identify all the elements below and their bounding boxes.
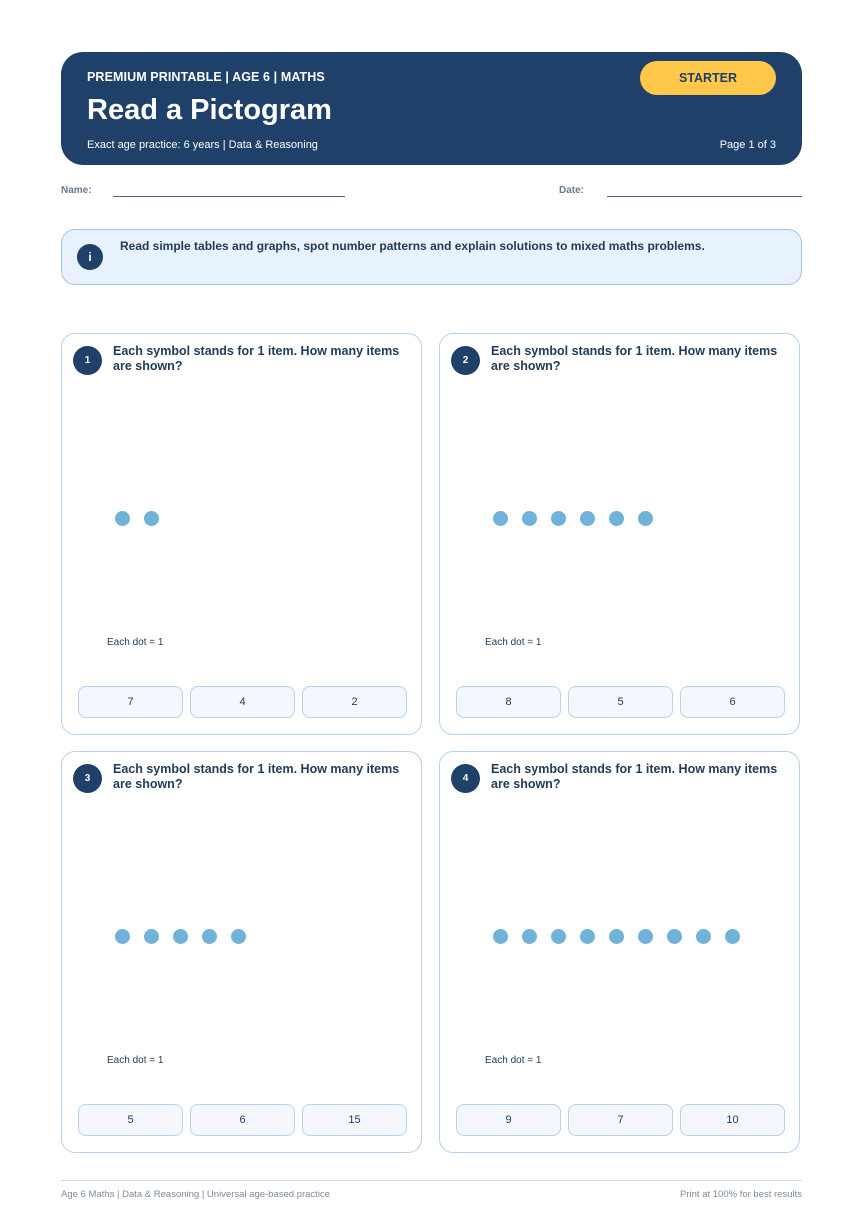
pictogram-dot: [231, 929, 246, 944]
name-label: Name:: [61, 185, 92, 196]
pictogram-dot: [609, 929, 624, 944]
answer-choice[interactable]: 6: [680, 686, 785, 718]
pictogram-dot: [609, 511, 624, 526]
question-text: Each symbol stands for 1 item. How many items are shown?: [491, 344, 778, 373]
date-label: Date:: [559, 185, 585, 196]
pictogram-key: Each dot = 1: [107, 637, 164, 648]
name-line[interactable]: [113, 196, 345, 197]
answer-choice[interactable]: 7: [568, 1104, 673, 1136]
question-number: 2: [451, 346, 480, 375]
header-kicker: PREMIUM PRINTABLE | AGE 6 | MATHS: [87, 70, 325, 84]
pictogram-dot: [580, 511, 595, 526]
instruction-box: [61, 229, 802, 285]
pictogram-dot: [725, 929, 740, 944]
question-card: [61, 333, 422, 735]
pictogram-key: Each dot = 1: [485, 637, 542, 648]
level-badge: STARTER: [640, 61, 776, 95]
pictogram-dot: [696, 929, 711, 944]
question-number: 3: [73, 764, 102, 793]
pictogram-dot: [551, 929, 566, 944]
pictogram-dot: [202, 929, 217, 944]
page-title: Read a Pictogram: [87, 94, 332, 126]
page-indicator: Page 1 of 3: [719, 139, 776, 151]
pictogram-dot: [551, 511, 566, 526]
answer-choice[interactable]: 8: [456, 686, 561, 718]
answer-choice[interactable]: 6: [190, 1104, 295, 1136]
info-icon: i: [77, 244, 103, 270]
pictogram-key: Each dot = 1: [485, 1055, 542, 1066]
date-line[interactable]: [607, 196, 802, 197]
pictogram-dot: [638, 929, 653, 944]
pictogram-dot: [667, 929, 682, 944]
question-text: Each symbol stands for 1 item. How many items are shown?: [113, 762, 400, 791]
footer-divider: [61, 1180, 802, 1181]
pictogram-dot: [144, 929, 159, 944]
question-card: [439, 751, 800, 1153]
worksheet-header: [61, 52, 802, 165]
answer-choice[interactable]: 5: [78, 1104, 183, 1136]
answer-choice[interactable]: 7: [78, 686, 183, 718]
pictogram-dot: [580, 929, 595, 944]
answer-choice[interactable]: 5: [568, 686, 673, 718]
question-text: Each symbol stands for 1 item. How many items are shown?: [113, 344, 400, 373]
answer-choice[interactable]: 10: [680, 1104, 785, 1136]
pictogram-dot: [638, 511, 653, 526]
question-number: 1: [73, 346, 102, 375]
instruction-text: Read simple tables and graphs, spot number patterns and explain solutions to mixed maths problems.: [120, 239, 705, 253]
question-text: Each symbol stands for 1 item. How many items are shown?: [491, 762, 778, 791]
pictogram-dot: [173, 929, 188, 944]
pictogram-dot: [522, 511, 537, 526]
answer-choice[interactable]: 2: [302, 686, 407, 718]
pictogram-dot: [493, 511, 508, 526]
pictogram-dot: [493, 929, 508, 944]
question-card: [61, 751, 422, 1153]
header-subline: Exact age practice: 6 years | Data & Reasoning: [87, 139, 318, 151]
answer-choice[interactable]: 4: [190, 686, 295, 718]
print-note: Print at 100% for best results: [680, 1189, 802, 1200]
answer-choice[interactable]: 15: [302, 1104, 407, 1136]
answer-choice[interactable]: 9: [456, 1104, 561, 1136]
pictogram-dot: [115, 511, 130, 526]
question-number: 4: [451, 764, 480, 793]
pictogram-dot: [522, 929, 537, 944]
pictogram-dot: [144, 511, 159, 526]
pictogram-key: Each dot = 1: [107, 1055, 164, 1066]
question-card: [439, 333, 800, 735]
pictogram-dot: [115, 929, 130, 944]
footer-text: Age 6 Maths | Data & Reasoning | Universal age-based practice: [61, 1189, 330, 1200]
